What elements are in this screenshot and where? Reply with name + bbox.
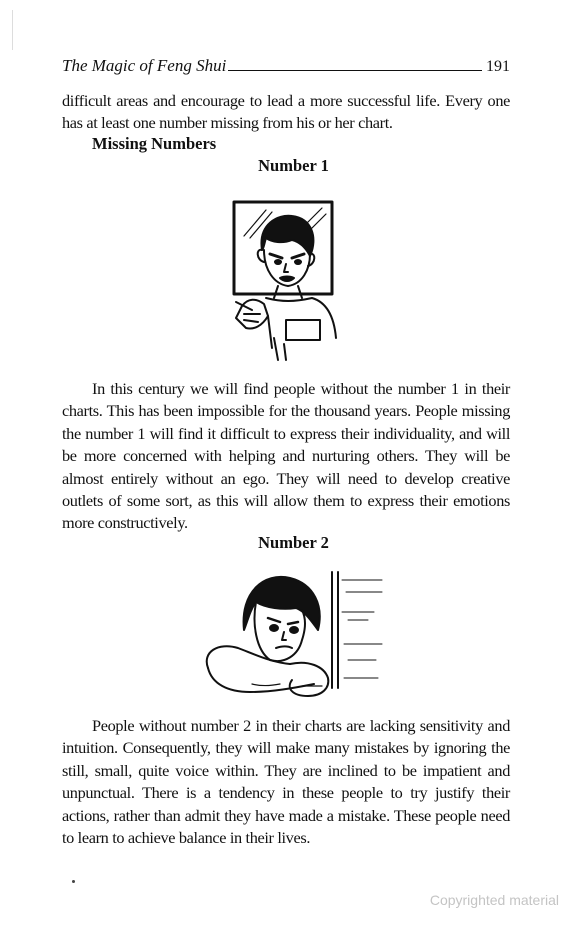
running-header xyxy=(62,50,510,76)
copyright-watermark: Copyrighted material xyxy=(429,892,559,908)
page-edge-mark xyxy=(12,10,13,50)
book-title: The Magic of Feng Shui xyxy=(62,56,227,75)
print-speck xyxy=(72,880,75,883)
header-rule xyxy=(228,70,482,71)
paragraph-intro: difficult areas and encourage to lead a more successful life. Every one has at least one number missing from his or her chart. xyxy=(62,91,510,133)
sad-woman-illustration xyxy=(198,568,386,708)
section-heading: Missing Numbers xyxy=(92,134,217,153)
page-number: 191 xyxy=(486,58,510,75)
heading-number-2: Number 2 xyxy=(258,533,329,552)
boy-pointing-illustration xyxy=(222,198,344,362)
paragraph-number-2: People without number 2 in their charts are lacking sensitivity and intuition. Consequently, they will make many mistakes by ignoring the still, small, quite voice within. They are inclined to be impatient and unpunctual. There is a tendency in these people to try justify their actions, rather than admit they have made a mistake. These people need to learn to achieve balance in their lives. xyxy=(62,716,510,848)
heading-number-1: Number 1 xyxy=(258,156,329,175)
paragraph-number-1: In this century we will find people without the number 1 in their charts. This has been impossible for the thousand years. People missing the number 1 will find it difficult to express their individuality, and will be more concerned with helping and nurturing others. They will be almost entirely without an ego. They will need to develop creative outlets of some sort, as this will allow them to express their emotions more constructively. xyxy=(62,379,510,533)
